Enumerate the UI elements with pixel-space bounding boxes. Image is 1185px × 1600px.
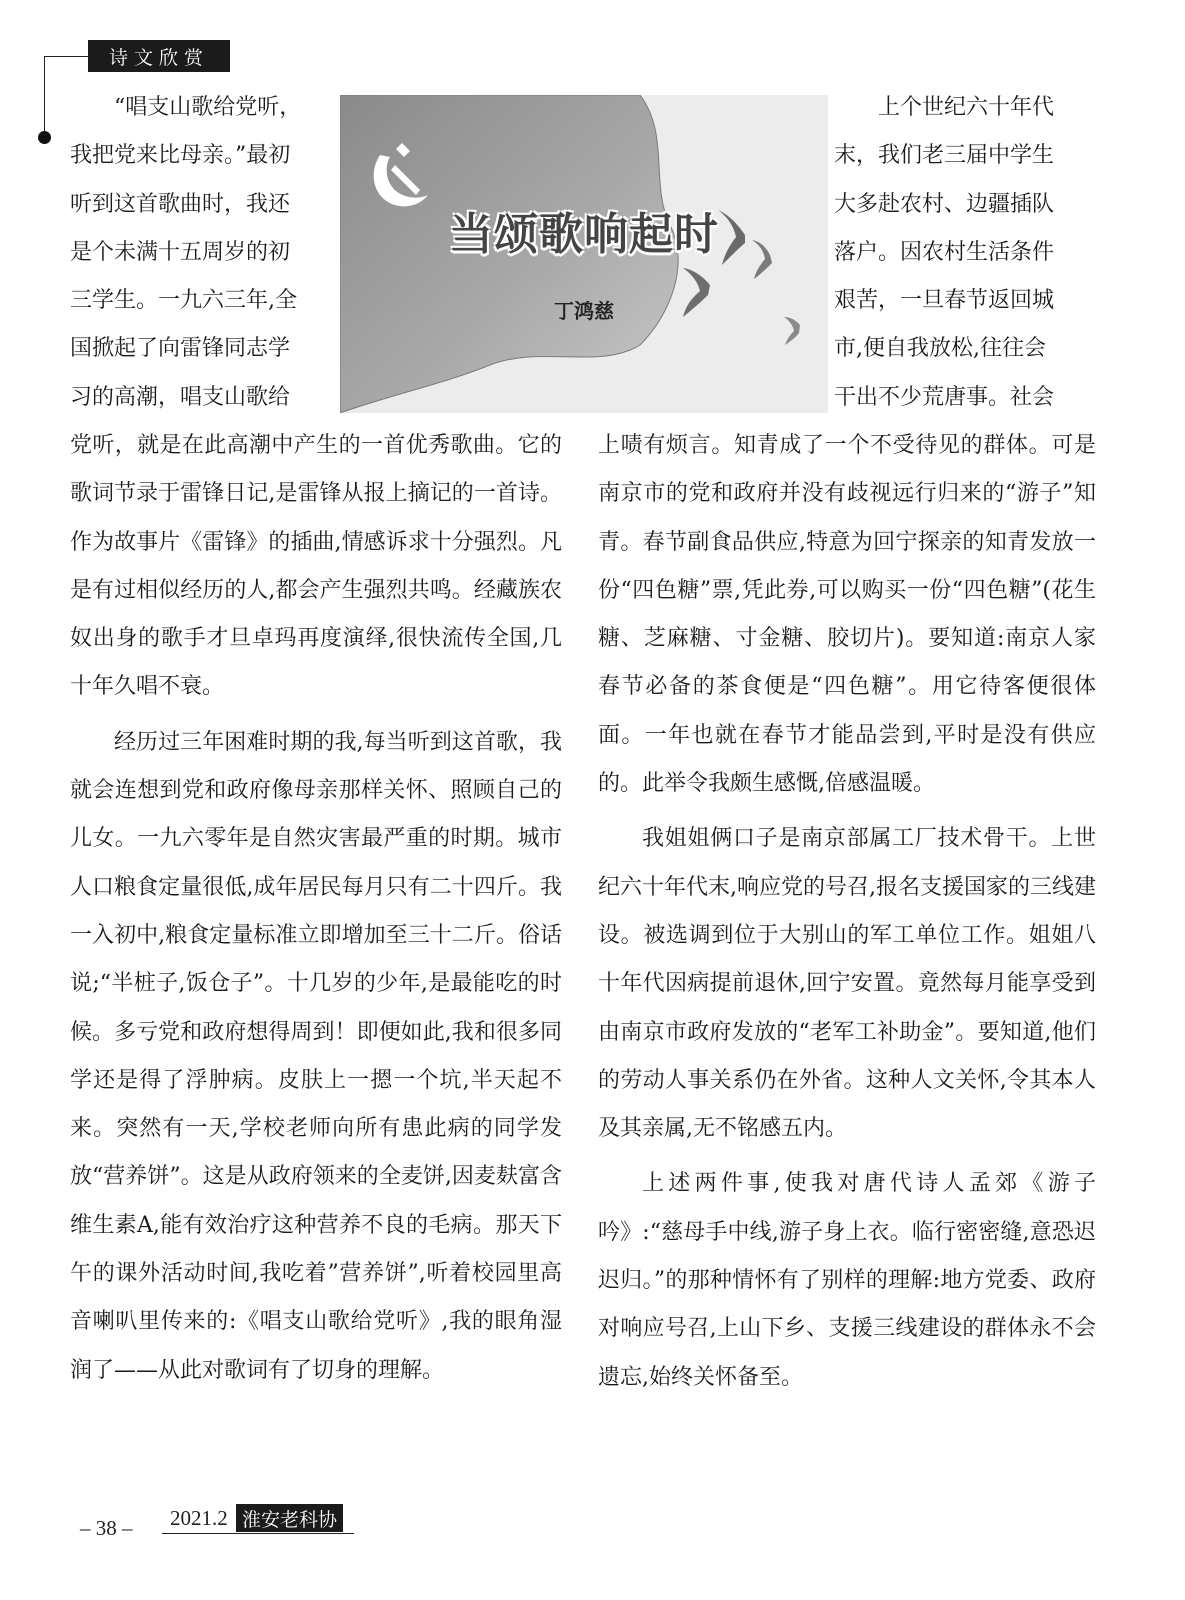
header-bullet-dot [38,131,51,144]
text-line: 国掀起了向雷锋同志学 [70,336,291,362]
text-line: 是个未满十五周岁的初 [70,239,291,265]
text-line: 市,便自我放松,往往会 [834,336,1046,362]
left-top-column [70,84,328,422]
text-line: 大多赴农村、边疆插队 [834,191,1055,217]
text-line: 末，我们老三届中学生 [834,143,1055,169]
text-line: 艰苦，一旦春节返回城 [834,288,1055,314]
text-line: “唱支山歌给党听， [114,95,302,120]
header-rule [44,56,88,57]
paragraph: 我姐姐俩口子是南京部属工厂技术骨干。上世纪六十年代末,响应党的号召,报名支援国家的三线建设。被选调到位于大别山的军工单位工作。姐姐八十年代因病提前退休,回宁安置。竟然每月能享受到由南京市政府发放的“老军工补助金”。要知道,他们的劳动人事关系仍在外省。这种人文关怀,令其本人及其亲属,无不铭感五内。 [598,826,1096,1142]
paragraph: 上述两件事,使我对唐代诗人孟郊《游子吟》:“慈母手中线,游子身上衣。临行密密缝,意恐迟迟归。”的那种情怀有了别样的理解:地方党委、政府对响应号召,上山下乡、支援三线建设的群体永不会遗忘,始终关怀备至。 [598,1171,1096,1390]
title-banner [340,95,828,413]
header-vertical-rule [44,56,45,136]
text-line: 上个世纪六十年代 [878,95,1055,120]
right-top-column [834,84,1096,422]
issue-date: 2021.2 [170,1506,228,1530]
paragraph: 党听，就是在此高潮中产生的一首优秀歌曲。它的歌词节录于雷锋日记,是雷锋从报上摘记的一首诗。作为故事片《雷锋》的插曲,情感诉求十分强烈。凡是有过相似经历的人,都会产生强烈共鸣。经藏族农奴出身的歌手才旦卓玛再度演绎,很快流传全国,几十年久唱不衰。 [70,433,562,700]
text-line: 落户。因农村生活条件 [834,239,1055,265]
paragraph: 经历过三年困难时期的我,每当听到这首歌，我就会连想到党和政府像母亲那样关怀、照顾自己的儿女。一九六零年是自然灾害最严重的时期。城市人口粮食定量很低,成年居民每月只有二十四斤。我一入初中,粮食定量标准立即增加至三十二斤。俗话说;“半桩子,饭仓子”。十几岁的少年,是最能吃的时候。多亏党和政府想得周到！即便如此,我和很多同学还是得了浮肿病。皮肤上一摁一个坑,半天起不来。突然有一天,学校老师向所有患此病的同学发放“营养饼”。这是从政府领来的全麦饼,因麦麸富含维生素A,能有效治疗这种营养不良的毛病。那天下午的课外活动时间,我吃着”营养饼”,听着校园里高音喇叭里传来的:《唱支山歌给党听》,我的眼角湿润了——从此对歌词有了切身的理解。 [70,729,562,1383]
text-line: 我把党来比母亲。”最初 [70,143,291,169]
text-line: 习的高潮，唱支山歌给 [70,384,291,410]
article-author: 丁鸿慈 [554,299,614,323]
left-main-column [70,422,562,1395]
section-label: 诗文欣赏 [88,40,230,72]
footer-rule [162,1533,354,1534]
page-number: – 38 – [80,1516,133,1540]
text-line: 三学生。一九六三年,全 [70,288,297,314]
paragraph: 上啧有烦言。知青成了一个不受待见的群体。可是南京市的党和政府并没有歧视远行归来的“游子”知青。春节副食品供应,特意为回宁探亲的知青发放一份“四色糖”票,凭此券,可以购买一份“四色糖”(花生糖、芝麻糖、寸金糖、胶切片)。要知道:南京人家春节必备的茶食便是“四色糖”。用它待客便很体面。一年也就在春节才能品尝到,平时是没有供应的。此举令我颇生感慨,倍感温暖。 [598,433,1096,797]
magazine-name: 淮安老科协 [236,1504,343,1532]
text-line: 干出不少荒唐事。社会 [834,384,1055,410]
article-title: 当颂歌响起时 [449,209,719,260]
text-line: 听到这首歌曲时，我还 [70,191,291,217]
right-main-column [598,422,1096,1402]
